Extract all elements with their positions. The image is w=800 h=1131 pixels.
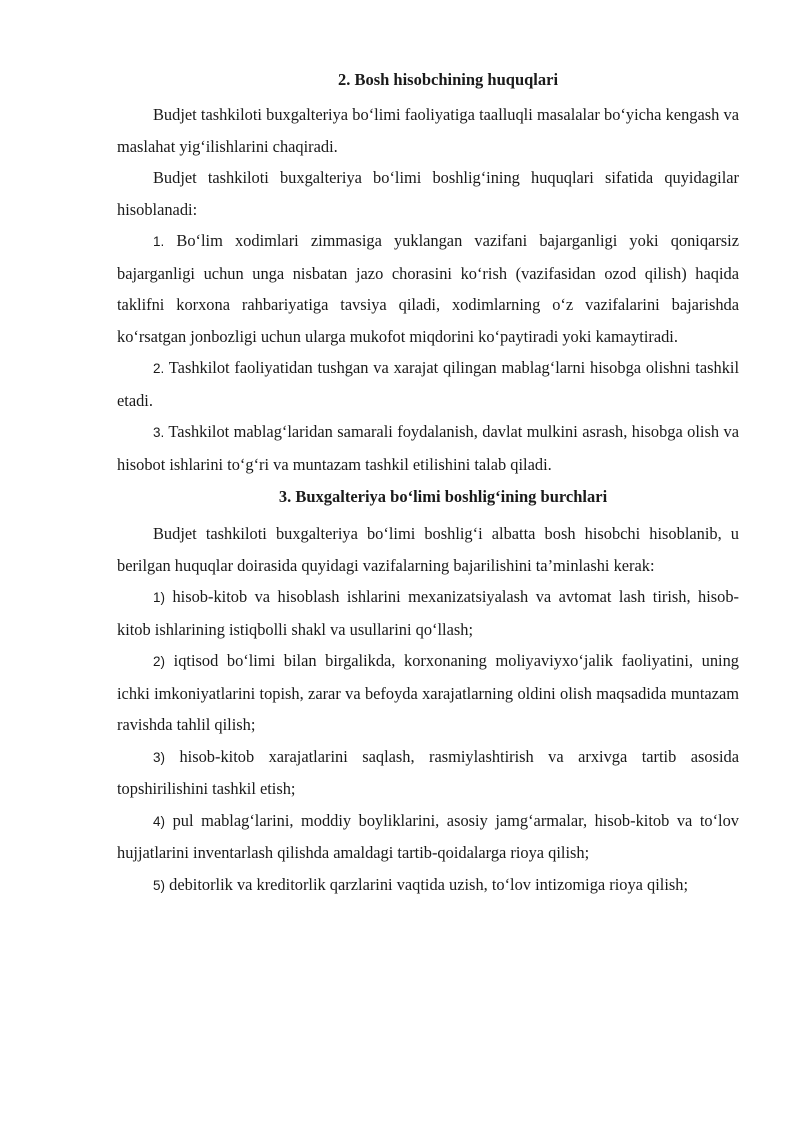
list-number: 4) [153,813,166,829]
paragraph [117,518,739,581]
list-item-text: Bo‘lim xodimlari zimmasiga yuklangan vazifani bajarganligi yoki qoniqarsiz bajarganligi uchun unga nisbatan jazo chorasini ko‘rish (vazifasidan ozod qilish) haqida taklifni korxona rahbariyatiga tavsiya qiladi, xodimlarning o‘z vazifalarini bajarishda ko‘rsatgan jonbozligi uchun ularga mukofot miqdorini ko‘paytiradi yoki kamaytiradi. [117,231,739,346]
list-item-text: Tashkilot faoliyatidan tushgan va xarajat qilingan mablag‘larni hisobga olishni tashkil etadi. [117,358,739,410]
paragraph-text: Budjet tashkiloti buxgalteriya bo‘limi boshlig‘i albatta bosh hisobchi hisoblanib, u berilgan huquqlar doirasida quyidagi vazifalarning bajarilishini ta’minlashi kerak: [117,524,739,575]
list-number: 3) [153,749,166,765]
list-item [117,352,739,416]
list-number: 5) [153,877,166,893]
list-number: 3. [153,425,165,440]
paragraph [117,99,739,162]
list-item [117,225,739,352]
list-item-text: hisob-kitob xarajatlarini saqlash, rasmiylashtirish va arxivga tartib asosida topshirilishini tashkil etish; [117,746,739,798]
list-item-text: debitorlik va kreditorlik qarzlarini vaqtida uzish, to‘lov intizomiga rioya qilish; [169,874,689,894]
list-item-text: hisob-kitob va hisoblash ishlarini mexanizatsiyalash va avtomat lash tirish, hisob-kitob ishlarining istiqbolli shakl va usullarini qo‘llash; [117,587,739,639]
list-number: 1) [153,590,166,605]
paragraph-text: Budjet tashkiloti buxgalteriya bo‘limi boshlig‘ining huquqlari sifatida quyidagilar hisoblanadi: [117,168,739,219]
section-heading-duties: 3. Buxgalteriya bo‘limi boshlig‘ining burchlari [278,487,608,506]
list-item [117,416,739,480]
paragraph-text: Budjet tashkiloti buxgalteriya bo‘limi faoliyatiga taalluqli masalalar bo‘yicha kengash va maslahat yig‘ilishlarini chaqiradi. [117,105,739,156]
list-number: 2. [153,361,165,376]
document-page [117,66,739,901]
list-number: 1. [153,234,165,249]
list-item-text: pul mablag‘larini, moddiy boyliklarini, asosiy jamg‘armalar, hisob-kitob va to‘lov hujjatlarini inventarlash qilishda amaldagi tartib-qoidalarga rioya qilish; [117,810,739,862]
list-item [117,741,739,805]
list-item-text: Tashkilot mablag‘laridan samarali foydalanish, davlat mulkini asrash, hisobga olish va hisobot ishlarini to‘g‘ri va muntazam tashkil etilishini talab qiladi. [117,422,739,474]
paragraph [117,162,739,225]
list-item [117,645,739,741]
list-item [117,805,739,869]
list-item [117,581,739,645]
list-number: 2) [153,654,166,669]
list-item-text: iqtisod bo‘limi bilan birgalikda, korxonaning moliyaviyxo‘jalik faoliyatini, uning ichki imkoniyatlarini topish, zarar va befoyda xarajatlarning oldini olish maqsadida muntazam ravishda tahlil qilish; [117,651,739,734]
list-item [117,869,739,902]
section-heading-rights: 2. Bosh hisobchining huquqlari [337,70,559,89]
